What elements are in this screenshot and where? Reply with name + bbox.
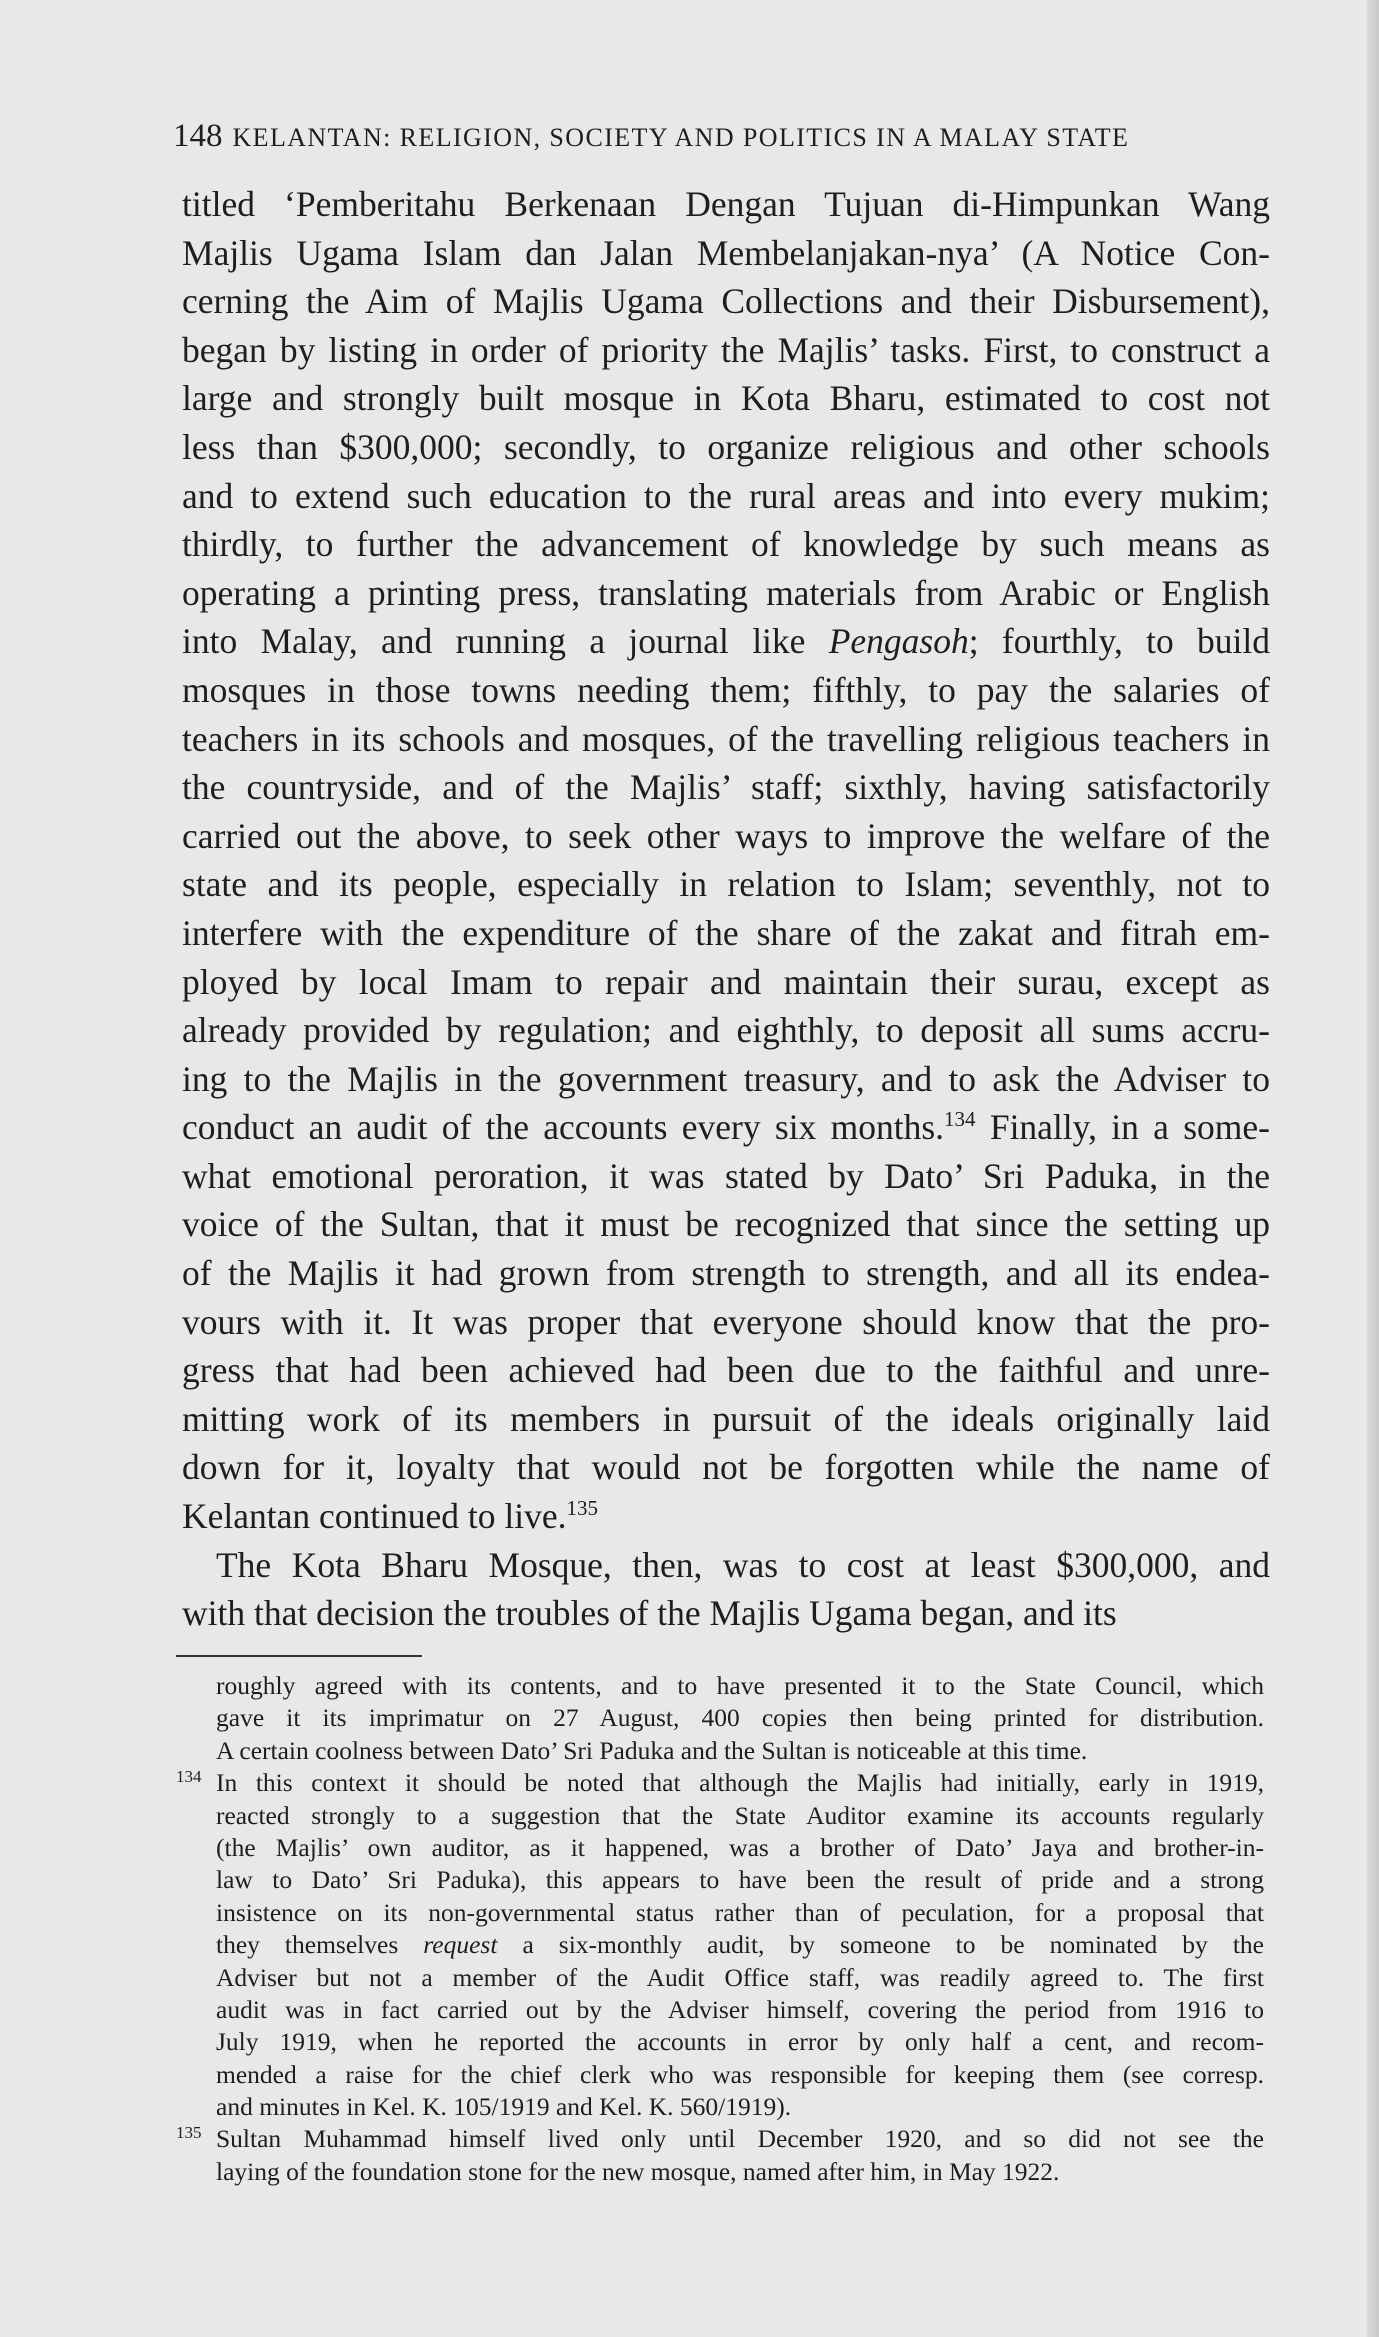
text-segment: interfere with the expenditure of the share of the zakat and fitrah em- — [182, 912, 1270, 953]
footnote-line — [176, 1767, 1264, 1799]
text-segment: already provided by regulation; and eighthly, to deposit all sums accru- — [182, 1010, 1270, 1051]
body-line — [182, 1541, 1270, 1590]
text-segment: conduct an audit of the accounts every six months. — [182, 1107, 945, 1148]
body-line — [182, 1152, 1270, 1201]
page-number: 148 — [173, 118, 223, 154]
text-segment: the countryside, and of the Majlis’ staff; sixthly, having satisfactorily — [182, 767, 1270, 808]
text-segment: ; fourthly, to build — [968, 621, 1270, 662]
text-segment: A certain coolness between Dato’ Sri Paduka and the Sultan is noticeable at this time. — [216, 1735, 1088, 1765]
body-line — [182, 569, 1270, 618]
body-line — [182, 326, 1270, 375]
text-segment: request — [423, 1930, 498, 1960]
page-edge-shadow — [1367, 0, 1379, 2337]
footnote-line — [216, 2091, 1264, 2123]
text-segment: teachers in its schools and mosques, of the travelling religious teachers in — [182, 718, 1270, 759]
body-line — [182, 909, 1270, 958]
text-segment: mosques in those towns needing them; fifthly, to pay the salaries of — [182, 669, 1270, 710]
body-line — [182, 277, 1270, 326]
running-title: KELANTAN: RELIGION, SOCIETY AND POLITICS IN A MALAY STATE — [232, 123, 1130, 152]
footnote-line — [216, 1670, 1264, 1702]
body-line — [182, 860, 1270, 909]
body-line — [182, 472, 1270, 521]
text-segment: ployed by local Imam to repair and maintain their surau, except as — [182, 961, 1270, 1002]
body-text — [182, 180, 1270, 1638]
text-segment: laying of the foundation stone for the new mosque, named after him, in May 1922. — [216, 2156, 1060, 2186]
text-segment: Adviser but not a member of the Audit Office staff, was readily agreed to. The first — [216, 1962, 1264, 1992]
body-line — [182, 1103, 1270, 1152]
body-line — [182, 229, 1270, 278]
body-line — [182, 520, 1270, 569]
body-line — [182, 1443, 1270, 1492]
body-line — [182, 812, 1270, 861]
text-segment: ing to the Majlis in the government treasury, and to ask the Adviser to — [182, 1058, 1270, 1099]
body-line — [182, 1298, 1270, 1347]
footnote-reference[interactable]: 134 — [944, 1107, 976, 1132]
footnote-line — [216, 2059, 1264, 2091]
footnotes — [176, 1670, 1264, 2188]
footnote-line — [216, 1994, 1264, 2026]
text-segment: (the Majlis’ own auditor, as it happened, was a brother of Dato’ Jaya and brother-in- — [216, 1832, 1264, 1862]
footnote-line — [216, 1832, 1264, 1864]
body-line — [182, 715, 1270, 764]
text-segment: they themselves — [216, 1930, 424, 1960]
body-line — [182, 1395, 1270, 1444]
text-segment: less than $300,000; secondly, to organize religious and other schools — [182, 426, 1270, 467]
text-segment: with that decision the troubles of the Majlis Ugama began, and its — [182, 1593, 1117, 1634]
body-line — [182, 1249, 1270, 1298]
text-segment: carried out the above, to seek other ways to improve the welfare of the — [182, 815, 1270, 856]
footnote-line — [216, 1897, 1264, 1929]
body-line — [182, 763, 1270, 812]
footnote-line — [216, 1864, 1264, 1896]
body-line — [182, 1006, 1270, 1055]
text-segment: cerning the Aim of Majlis Ugama Collections and their Disbursement), — [182, 281, 1270, 322]
body-line — [182, 423, 1270, 472]
text-segment: Pengasoh — [828, 621, 969, 662]
footnote-line — [216, 1702, 1264, 1734]
text-segment: insistence on its non-governmental status rather than of peculation, for a proposal that — [216, 1897, 1264, 1927]
text-segment: operating a printing press, translating materials from Arabic or English — [182, 572, 1270, 613]
text-segment: Finally, in a some- — [975, 1107, 1270, 1148]
body-line — [182, 617, 1270, 666]
text-segment: into Malay, and running a journal like — [182, 621, 829, 662]
text-segment: titled ‘Pemberitahu Berkenaan Dengan Tujuan di-Himpunkan Wang — [182, 184, 1270, 224]
text-segment: what emotional peroration, it was stated by Dato’ Sri Paduka, in the — [182, 1155, 1270, 1196]
body-line — [182, 1055, 1270, 1104]
text-segment: thirdly, to further the advancement of knowledge by such means as — [182, 524, 1270, 565]
footnote-line — [216, 1962, 1264, 1994]
text-segment: gress that had been achieved had been due to the faithful and unre- — [182, 1350, 1270, 1391]
text-segment: vours with it. It was proper that everyone should know that the pro- — [182, 1301, 1270, 1342]
text-segment: Kelantan continued to live. — [182, 1496, 567, 1537]
text-segment: mended a raise for the chief clerk who was responsible for keeping them (see corresp. — [216, 2059, 1264, 2089]
body-line — [182, 666, 1270, 715]
text-segment: The Kota Bharu Mosque, then, was to cost at least $300,000, and — [216, 1544, 1270, 1585]
body-line — [182, 958, 1270, 1007]
body-line — [182, 180, 1270, 229]
text-segment: of the Majlis it had grown from strength to strength, and all its endea- — [182, 1253, 1270, 1294]
text-segment: Sultan Muhammad himself lived only until December 1920, and so did not see the — [216, 2124, 1264, 2154]
footnote-line — [216, 1929, 1264, 1961]
text-segment: large and strongly built mosque in Kota Bharu, estimated to cost not — [182, 378, 1270, 419]
body-line — [182, 1200, 1270, 1249]
footnote-reference[interactable]: 135 — [566, 1496, 598, 1521]
footnote-line — [176, 2123, 1264, 2155]
footnote-number: 135 — [176, 2123, 202, 2143]
footnote-line — [216, 2026, 1264, 2058]
body-line — [182, 1492, 1270, 1541]
text-segment: gave it its imprimatur on 27 August, 400 copies then being printed for distribution. — [216, 1703, 1264, 1733]
text-segment: law to Dato’ Sri Paduka), this appears to have been the result of pride and a strong — [216, 1865, 1264, 1895]
text-segment: roughly agreed with its contents, and to have presented it to the State Council, which — [216, 1671, 1264, 1700]
footnote-line — [216, 1735, 1264, 1767]
text-segment: a six-monthly audit, by someone to be nominated by the — [497, 1930, 1264, 1960]
text-segment: Majlis Ugama Islam dan Jalan Membelanjakan-nya’ (A Notice Con- — [182, 232, 1270, 273]
text-segment: In this context it should be noted that although the Majlis had initially, early in 1919, — [216, 1768, 1264, 1798]
text-segment: and minutes in Kel. K. 105/1919 and Kel. K. 560/1919). — [216, 2092, 792, 2122]
footnote-separator-rule — [176, 1655, 422, 1657]
text-segment: audit was in fact carried out by the Adviser himself, covering the period from 1916 to — [216, 1994, 1264, 2024]
text-segment: began by listing in order of priority the Majlis’ tasks. First, to construct a — [182, 329, 1270, 370]
body-line — [182, 1346, 1270, 1395]
text-segment: mitting work of its members in pursuit of the ideals originally laid — [182, 1398, 1270, 1439]
footnote-line — [216, 1800, 1264, 1832]
text-segment: and to extend such education to the rural areas and into every mukim; — [182, 475, 1270, 516]
running-header — [173, 118, 1203, 155]
text-segment: reacted strongly to a suggestion that the State Auditor examine its accounts regularly — [216, 1800, 1264, 1830]
text-segment: voice of the Sultan, that it must be recognized that since the setting up — [182, 1204, 1270, 1245]
body-line — [182, 1589, 1270, 1638]
text-segment: state and its people, especially in relation to Islam; seventhly, not to — [182, 864, 1270, 905]
text-segment: down for it, loyalty that would not be forgotten while the name of — [182, 1447, 1270, 1488]
text-segment: July 1919, when he reported the accounts in error by only half a cent, and recom- — [216, 2027, 1264, 2057]
footnote-line — [216, 2156, 1264, 2188]
footnote-number: 134 — [176, 1767, 202, 1787]
body-line — [182, 374, 1270, 423]
